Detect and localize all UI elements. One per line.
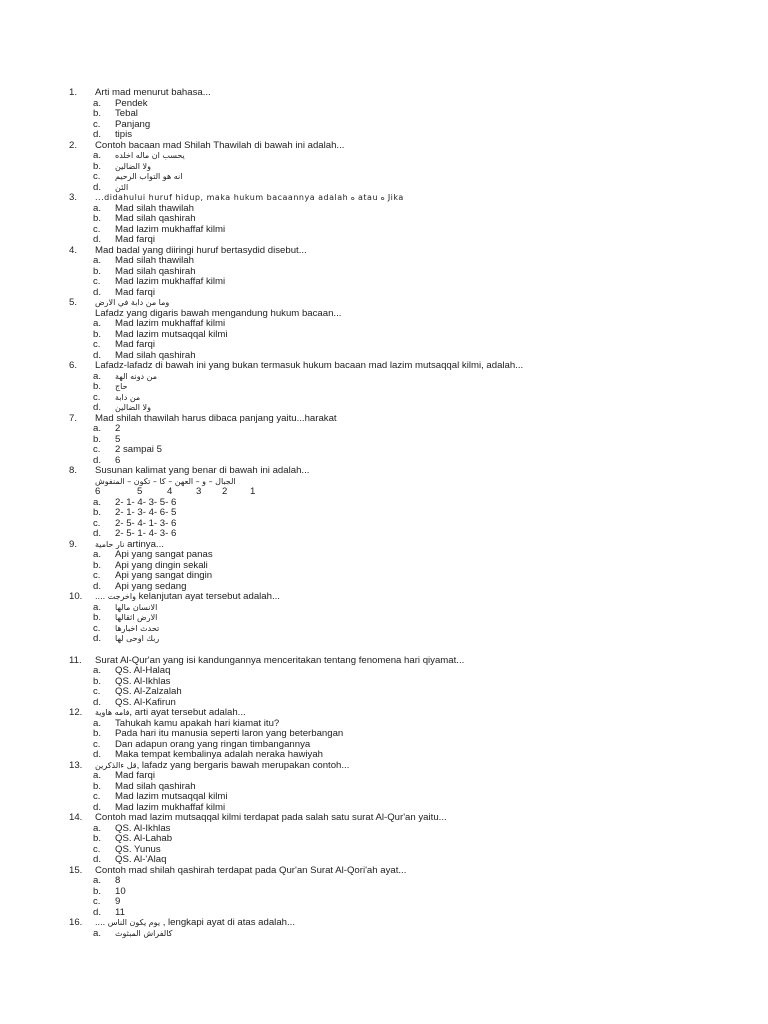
question-number: 11. (69, 654, 82, 666)
option (0, 634, 768, 645)
option-text: من دابة (115, 392, 141, 402)
question-number: 9. (69, 538, 78, 550)
option (0, 750, 768, 761)
option-letter: a. (93, 601, 102, 613)
option-letter: b. (93, 433, 102, 445)
question-stem: نار حامية (95, 539, 125, 549)
question-number: 10. (69, 591, 83, 602)
arabic-sequence: الجبال – و – العهن – كا – تكون – المنفوش (95, 476, 236, 486)
option (0, 897, 768, 908)
option (0, 698, 768, 709)
question-suffix: artinya... (124, 538, 164, 550)
question-text (95, 141, 344, 152)
worksheet (0, 88, 768, 939)
option-letter: b. (93, 213, 102, 224)
option-text: Mad farqi (115, 286, 155, 298)
option-text: Mad lazim mukhaffaf kilmi (115, 276, 226, 287)
option (0, 550, 768, 561)
option-text: Mad silah qashirah (115, 780, 196, 792)
question-stem: Contoh mad lazim mutsaqqal kilmi terdapat pada salah satu surat Al-Qur'an yaitu... (95, 812, 447, 823)
option-text: 2 sampai 5 (115, 444, 162, 455)
option-text: QS. Al-'Alaq (115, 854, 167, 865)
option (0, 603, 768, 614)
option-text: Mad silah qashirah (115, 265, 196, 277)
option-letter: d. (93, 801, 102, 813)
question-text (95, 298, 169, 309)
question-line (0, 361, 768, 372)
option (0, 908, 768, 919)
option (0, 582, 768, 593)
option-letter: b. (93, 265, 102, 277)
option (0, 162, 768, 173)
option-text: Mad silah thawilah (115, 255, 194, 266)
option-text: تحدث اخبارها (115, 623, 160, 633)
question-number: 1. (69, 87, 78, 98)
question (0, 761, 768, 814)
option-text: Mad lazim mukhaffaf kilmi (115, 801, 226, 813)
option-text: Pada hari itu manusia seperti laron yang beterbangan (115, 728, 344, 739)
option-letter: d. (93, 906, 102, 918)
question-line (0, 141, 768, 152)
question-line (0, 592, 768, 603)
option (0, 929, 768, 940)
question-text (95, 813, 447, 824)
option-letter: d. (93, 749, 102, 760)
question-stem: Mad shilah thawilah harus dibaca panjang yaitu...harakat (95, 412, 337, 424)
question-line (0, 298, 768, 309)
sequence-number: 3 (196, 486, 202, 497)
option-text: Mad silah thawilah (115, 202, 194, 214)
option-letter: c. (93, 622, 101, 634)
question-suffix: , lengkapi ayat di atas adalah... (160, 917, 295, 928)
question-stem: Contoh mad shilah qashirah terdapat pada Qur'an Surat Al-Qori'ah ayat... (95, 864, 407, 876)
question (0, 540, 768, 593)
question-number: 12. (69, 707, 83, 718)
option-text: 2- 1- 3- 4- 6- 5 (115, 507, 177, 518)
sequence-numbers (0, 487, 768, 498)
option (0, 109, 768, 120)
question (0, 592, 768, 645)
option-text: Mad farqi (115, 339, 155, 350)
option-text: Mad silah qashirah (115, 349, 196, 361)
option-text: QS. Al-Lahab (115, 833, 173, 844)
option-letter: b. (93, 160, 102, 172)
option-letter: d. (93, 854, 102, 865)
option (0, 319, 768, 330)
option-text: QS. Al-Kafirun (115, 696, 176, 708)
option-letter: a. (93, 875, 102, 886)
question-line (0, 918, 768, 929)
question-line (0, 88, 768, 99)
option-text: Mad lazim mutsaqqal kilmi (115, 791, 228, 802)
option (0, 393, 768, 404)
option (0, 666, 768, 677)
option (0, 424, 768, 435)
option-letter: b. (93, 381, 102, 392)
option-text: Mad lazim mukhaffaf kilmi (115, 223, 226, 235)
option-letter: c. (93, 570, 101, 581)
question-number: 14. (69, 812, 83, 823)
option-letter: d. (93, 454, 102, 466)
question-number: 2. (69, 139, 78, 151)
option-letter: b. (93, 675, 102, 687)
option-text: Dan adapun orang yang ringan timbangannya (115, 738, 311, 750)
question-number: 8. (69, 465, 78, 476)
option-letter: b. (93, 885, 102, 897)
option-letter: b. (93, 328, 102, 340)
question-text (95, 708, 246, 719)
option (0, 876, 768, 887)
question-text (95, 866, 406, 877)
option-letter: d. (93, 696, 102, 708)
question-stem: واخرجت .... (95, 592, 136, 601)
option-letter: a. (93, 255, 102, 266)
option (0, 792, 768, 803)
option (0, 529, 768, 540)
option-text: tipis (115, 129, 133, 140)
question-text (95, 361, 523, 372)
question (0, 656, 768, 709)
option-text: من دونه الهة (115, 371, 158, 381)
question-number: 16. (69, 917, 83, 928)
option-text: Pendek (115, 97, 148, 109)
option-letter: c. (93, 686, 101, 697)
question-text (95, 88, 211, 99)
question-text (95, 193, 404, 204)
question-stem: Lafadz-lafadz di bawah ini yang bukan termasuk hukum bacaan mad lazim mutsaqqal kilmi, adalah... (95, 360, 524, 371)
option (0, 382, 768, 393)
question-stem: يوم يكون الناس .... (95, 918, 161, 927)
option-text: Mad silah qashirah (115, 213, 196, 224)
option-letter: b. (93, 612, 102, 623)
option-text: الئن (115, 182, 129, 192)
question (0, 813, 768, 866)
option-text: 2- 1- 4- 3- 5- 6 (115, 496, 177, 508)
option-letter: a. (93, 822, 102, 834)
option (0, 729, 768, 740)
option-letter: c. (93, 171, 101, 182)
question-stem: Mad badal yang diiringi huruf bertasydid disebut... (95, 244, 307, 256)
option (0, 183, 768, 194)
question (0, 466, 768, 540)
question-text-2: Lafadz yang digaris bawah mengandung hukum bacaan... (95, 307, 342, 319)
option-text: ربك اوحى لها (115, 634, 160, 643)
question-stem: قل ءالذكرين (95, 760, 137, 770)
sequence-number: 6 (95, 486, 101, 497)
option-text: Api yang dingin sekali (115, 559, 208, 571)
option-text: Mad lazim mutsaqqal kilmi (115, 328, 228, 340)
sequence-number: 1 (250, 486, 256, 497)
sequence-number: 2 (222, 486, 228, 497)
option-text: 8 (115, 875, 121, 886)
option-text: Maka tempat kembalinya adalah neraka hawiyah (115, 749, 323, 760)
option-letter: c. (93, 444, 101, 455)
option-letter: d. (93, 234, 102, 245)
option (0, 340, 768, 351)
option-text: QS. Al-Zalzalah (115, 686, 182, 697)
question-number: 15. (69, 864, 83, 876)
option-text: QS. Yunus (115, 843, 161, 855)
question-text (95, 918, 295, 929)
option-text: ولا الضالين (115, 403, 151, 412)
option-letter: d. (93, 129, 102, 140)
option-letter: a. (93, 202, 102, 214)
option-letter: d. (93, 286, 102, 298)
option (0, 508, 768, 519)
option-text: يحسب ان ماله اخلده (115, 151, 185, 160)
question (0, 246, 768, 299)
question-line (0, 813, 768, 824)
option-letter: c. (93, 738, 101, 750)
option-text: انه هو التواب الرحيم (115, 172, 183, 181)
option (0, 613, 768, 624)
question (0, 298, 768, 361)
question (0, 361, 768, 414)
option-letter: c. (93, 223, 101, 235)
option-text: 11 (115, 906, 125, 918)
question-suffix: kelanjutan ayat tersebut adalah... (135, 591, 280, 602)
option-letter: b. (93, 833, 102, 844)
option-letter: d. (93, 633, 102, 644)
question-stem: فامه هاوية (95, 708, 130, 717)
question-text (95, 414, 337, 425)
option-text: QS. Al-Halaq (115, 665, 171, 676)
arabic-sequence-line (0, 477, 768, 488)
option-text: Mad lazim mukhaffaf kilmi (115, 318, 226, 329)
question-line (0, 466, 768, 477)
option-letter: d. (93, 349, 102, 361)
option-letter: b. (93, 108, 102, 119)
option-text: QS. Al-Ikhlas (115, 822, 171, 834)
option-text: كالفراش المبثوث (115, 928, 173, 938)
question (0, 918, 768, 939)
option (0, 214, 768, 225)
option-text: 2- 5- 1- 4- 3- 6 (115, 528, 177, 539)
question (0, 88, 768, 141)
question-number: 5. (69, 297, 78, 308)
option-text: Panjang (115, 118, 151, 130)
option-letter: a. (93, 318, 102, 329)
option-letter: a. (93, 927, 102, 939)
option-letter: c. (93, 276, 101, 287)
option (0, 277, 768, 288)
question (0, 708, 768, 761)
option (0, 151, 768, 162)
option-letter: d. (93, 528, 102, 539)
question (0, 193, 768, 246)
option-letter: a. (93, 717, 102, 729)
option (0, 687, 768, 698)
question (0, 866, 768, 919)
option (0, 445, 768, 456)
option-letter: a. (93, 370, 102, 382)
option (0, 372, 768, 383)
option-text: 6 (115, 454, 121, 466)
question-text (95, 592, 280, 603)
question-stem: وما من دابة في الارض (95, 298, 170, 307)
question-stem: Jika ه atau ه didahului huruf hidup, maka hukum bacaannya adalah... (95, 193, 404, 202)
option-letter: c. (93, 843, 101, 855)
option-letter: c. (93, 339, 101, 350)
option-letter: a. (93, 150, 102, 161)
option-letter: b. (93, 559, 102, 571)
option-text: Mad farqi (115, 234, 155, 245)
option-text: Tebal (115, 108, 138, 119)
question-number: 7. (69, 412, 78, 424)
question-number: 3. (69, 192, 78, 203)
option-letter: a. (93, 496, 102, 508)
option-text: Api yang sangat dingin (115, 570, 213, 581)
option (0, 771, 768, 782)
option-letter: a. (93, 423, 102, 434)
option-text: 2- 5- 4- 1- 3- 6 (115, 517, 177, 529)
option-letter: b. (93, 507, 102, 518)
option-text: 5 (115, 433, 121, 445)
sequence-number: 4 (167, 486, 173, 497)
option-letter: a. (93, 549, 102, 560)
question-line (0, 708, 768, 719)
option-letter: b. (93, 780, 102, 792)
question-stem: Arti mad menurut bahasa... (95, 87, 211, 98)
option-text: 9 (115, 896, 121, 907)
question-line (0, 193, 768, 204)
option-letter: c. (93, 118, 101, 130)
option-text: Mad farqi (115, 770, 155, 781)
option (0, 288, 768, 299)
option (0, 256, 768, 267)
option-text: الانسان مالها (115, 602, 158, 612)
option-text: حاج (115, 382, 128, 391)
question-text (95, 466, 309, 477)
option-letter: c. (93, 791, 101, 802)
option-text: 2 (115, 423, 121, 434)
question-number: 13. (69, 759, 83, 771)
option-text: QS. Al-Ikhlas (115, 675, 171, 687)
option-text: Api yang sangat panas (115, 549, 213, 560)
question-number: 4. (69, 244, 78, 256)
option-letter: a. (93, 665, 102, 676)
sequence-number: 5 (137, 486, 143, 497)
question-stem: Surat Al-Qur'an yang isi kandungannya menceritakan tentang fenomena hari qiyamat... (95, 654, 465, 666)
option-text: Tahukah kamu apakah hari kiamat itu? (115, 717, 280, 729)
option (0, 172, 768, 183)
question-suffix: , arti ayat tersebut adalah... (129, 707, 246, 718)
question (0, 414, 768, 467)
option-letter: d. (93, 580, 102, 592)
question-stem: Susunan kalimat yang benar di bawah ini adalah... (95, 465, 310, 476)
option-letter: d. (93, 181, 102, 193)
option-letter: c. (93, 517, 101, 529)
option-text: 10 (115, 885, 126, 897)
question-suffix: , lafadz yang bergaris bawah merupakan contoh... (136, 759, 350, 771)
option (0, 624, 768, 635)
option-letter: c. (93, 896, 101, 907)
option-text: Api yang sedang (115, 580, 187, 592)
option-letter: a. (93, 97, 102, 109)
question-number: 6. (69, 360, 78, 371)
option-letter: b. (93, 728, 102, 739)
option-letter: a. (93, 770, 102, 781)
question-stem: Contoh bacaan mad Shilah Thawilah di bawah ini adalah... (95, 139, 345, 151)
question (0, 141, 768, 194)
option-letter: d. (93, 402, 102, 413)
option (0, 834, 768, 845)
option-letter: c. (93, 391, 101, 403)
option-text: ولا الضالين (115, 161, 151, 171)
option-text: الارض اثقالها (115, 613, 158, 622)
option (0, 571, 768, 582)
